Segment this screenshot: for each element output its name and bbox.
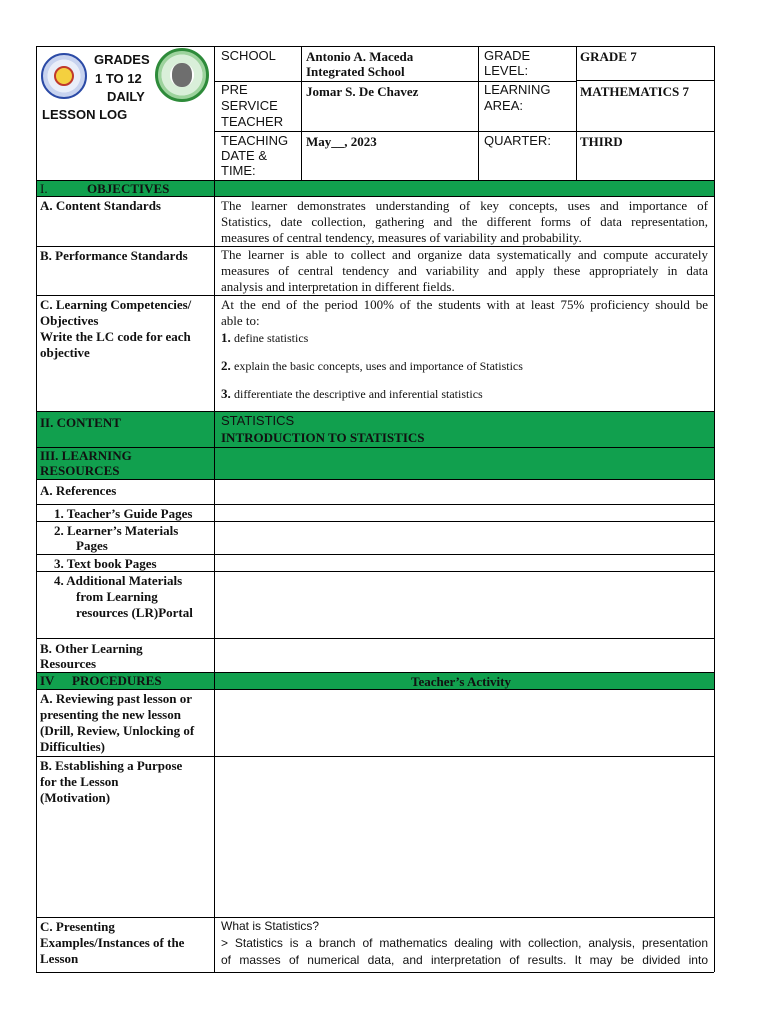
grades-title-3: DAILY bbox=[107, 89, 145, 104]
content-subtopic: INTRODUCTION TO STATISTICS bbox=[221, 430, 425, 445]
procedure-c-label: Lesson bbox=[40, 951, 79, 966]
procedures-heading: PROCEDURES bbox=[72, 673, 162, 688]
objective-number: 2. bbox=[221, 358, 231, 373]
date-value: May__, 2023 bbox=[306, 134, 377, 149]
textbook-pages-label: 3. Text book Pages bbox=[54, 556, 157, 571]
procedure-c-answer: of masses of numerical data, and interpretation of results. It may be divided into bbox=[221, 953, 708, 967]
references-label: A. References bbox=[40, 483, 117, 498]
objective-text: define statistics bbox=[234, 331, 309, 345]
additional-materials-label: 4. Additional Materials bbox=[54, 573, 183, 588]
competencies-label: C. Learning Competencies/ bbox=[40, 297, 192, 312]
grade-level-label-2: LEVEL: bbox=[484, 63, 529, 78]
procedure-a-label: A. Reviewing past lesson or bbox=[40, 691, 193, 706]
procedure-b-label: for the Lesson bbox=[40, 774, 119, 789]
objectives-heading: OBJECTIVES bbox=[87, 181, 170, 196]
teacher-label-2: SERVICE bbox=[221, 98, 278, 113]
learners-materials-label: 2. Learner’s Materials bbox=[54, 523, 179, 538]
learning-area-label-1: LEARNING bbox=[484, 82, 551, 97]
performance-standards-line: The learner is able to collect and organize data systematically and compute accurately bbox=[221, 247, 708, 262]
learning-area-value: MATHEMATICS 7 bbox=[580, 84, 689, 99]
objective-text: explain the basic concepts, uses and importance of Statistics bbox=[234, 359, 523, 373]
procedures-number: IV bbox=[40, 673, 55, 688]
procedure-c-label: Examples/Instances of the bbox=[40, 935, 185, 950]
grades-title-1: GRADES bbox=[94, 52, 150, 67]
teacher-label-3: TEACHER bbox=[221, 114, 284, 129]
competencies-label: Objectives bbox=[40, 313, 99, 328]
date-label-1: TEACHING bbox=[221, 133, 289, 148]
performance-standards-line: measures of central tendency and variability and apply these appropriately in data bbox=[221, 263, 708, 278]
objective-number: 1. bbox=[221, 330, 231, 345]
competencies-label: Write the LC code for each bbox=[40, 329, 191, 344]
additional-materials-label: resources (LR)Portal bbox=[76, 605, 193, 620]
learning-area-label-2: AREA: bbox=[484, 98, 524, 113]
other-resources-label: B. Other Learning bbox=[40, 641, 143, 656]
performance-standards-label: B. Performance Standards bbox=[40, 248, 188, 263]
school-value-2: Integrated School bbox=[306, 64, 405, 79]
additional-materials-label: from Learning bbox=[76, 589, 158, 604]
teacher-activity-heading: Teacher’s Activity bbox=[411, 674, 512, 689]
grades-title-4: LESSON LOG bbox=[42, 107, 128, 122]
date-label-3: TIME: bbox=[221, 163, 256, 178]
objectives-number: I. bbox=[40, 181, 48, 196]
objective-text: differentiate the descriptive and inferential statistics bbox=[234, 387, 483, 401]
competencies-intro: able to: bbox=[221, 313, 260, 328]
objective-number: 3. bbox=[221, 386, 231, 401]
teacher-value: Jomar S. De Chavez bbox=[306, 84, 419, 99]
content-standards-line: measures of central tendency, measures of variability and probability. bbox=[221, 230, 582, 245]
procedure-a-label: presenting the new lesson bbox=[40, 707, 181, 722]
content-standards-line: Statistics, date collection, gathering and the different forms of data representation, bbox=[221, 214, 708, 229]
school-seal-icon bbox=[155, 48, 209, 102]
procedure-a-label: (Drill, Review, Unlocking of bbox=[40, 723, 195, 738]
teacher-label-1: PRE bbox=[221, 82, 248, 97]
quarter-label: QUARTER: bbox=[484, 133, 551, 148]
content-standards-label: A. Content Standards bbox=[40, 198, 161, 213]
date-label-2: DATE & bbox=[221, 148, 267, 163]
grade-level-label-1: GRADE bbox=[484, 48, 531, 63]
grade-level-value: GRADE 7 bbox=[580, 49, 637, 64]
teachers-guide-label: 1. Teacher’s Guide Pages bbox=[54, 506, 193, 521]
competencies-label: objective bbox=[40, 345, 90, 360]
procedure-c-answer: > Statistics is a branch of mathematics dealing with collection, analysis, presentation bbox=[221, 936, 708, 950]
content-topic: STATISTICS bbox=[221, 413, 295, 428]
procedure-b-label: (Motivation) bbox=[40, 790, 111, 805]
learners-materials-label: Pages bbox=[76, 538, 108, 553]
other-resources-label: Resources bbox=[40, 656, 97, 671]
resources-band bbox=[36, 447, 714, 479]
procedure-c-question: What is Statistics? bbox=[221, 919, 320, 933]
procedure-b-label: B. Establishing a Purpose bbox=[40, 758, 183, 773]
procedure-a-label: Difficulties) bbox=[40, 739, 105, 754]
performance-standards-line: analysis and interpretation in different fields. bbox=[221, 279, 455, 294]
grades-title-2: 1 TO 12 bbox=[95, 71, 142, 86]
procedure-c-label: C. Presenting bbox=[40, 919, 115, 934]
quarter-value: THIRD bbox=[580, 134, 623, 149]
competencies-intro: At the end of the period 100% of the students with at least 75% proficiency should be bbox=[221, 297, 708, 312]
deped-seal-icon bbox=[41, 53, 87, 99]
school-value-1: Antonio A. Maceda bbox=[306, 49, 414, 64]
content-heading: II. CONTENT bbox=[40, 415, 121, 430]
resources-heading-1: III. LEARNING bbox=[40, 448, 132, 463]
resources-heading-2: RESOURCES bbox=[40, 463, 120, 478]
school-label: SCHOOL bbox=[221, 48, 276, 63]
content-standards-line: The learner demonstrates understanding of key concepts, uses and importance of bbox=[221, 198, 708, 213]
